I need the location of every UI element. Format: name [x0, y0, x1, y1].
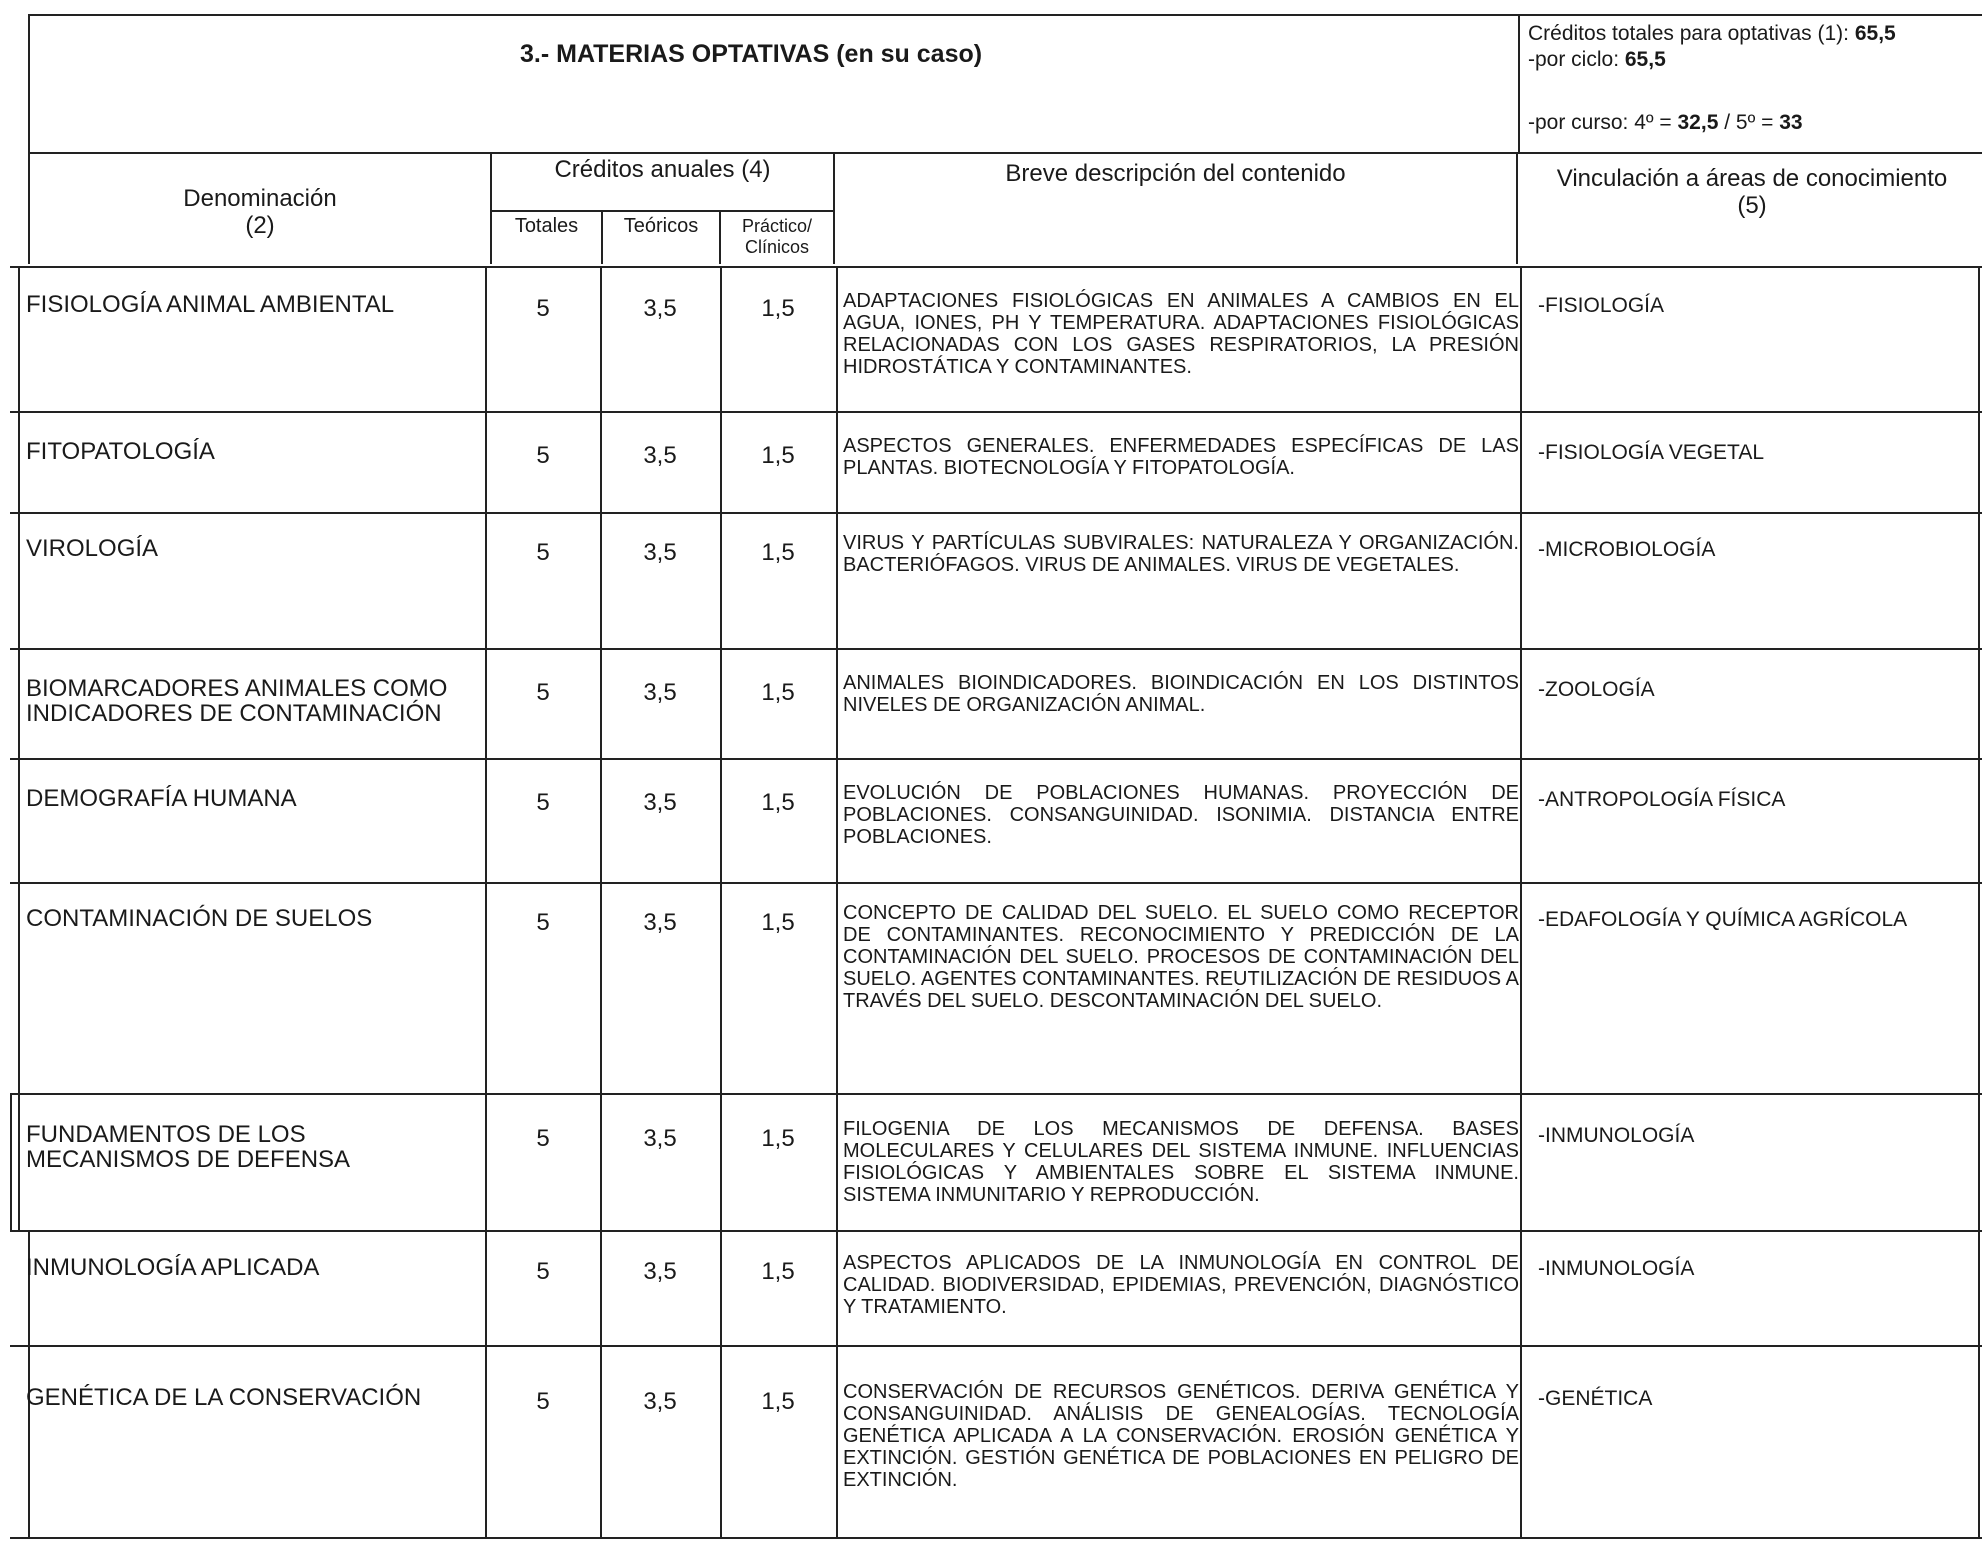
subject-name: FISIOLOGÍA ANIMAL AMBIENTAL [26, 291, 395, 318]
credits-teoricos: 3,5 [643, 1258, 677, 1285]
per-course-5-value: 33 [1779, 111, 1803, 134]
subject-description: EVOLUCIÓN DE POBLACIONES HUMANAS. PROYECCIÓN DE POBLACIONES. CONSANGUINIDAD. ISONIMIA. DISTANCIA ENTRE POBLACIONES. [843, 782, 1519, 848]
col-creditos-label: Créditos anuales [554, 156, 735, 183]
header-bottom-border [28, 152, 1982, 154]
col-practicos [721, 216, 833, 257]
table-bottom-border [10, 1537, 1982, 1539]
header-divider [1518, 14, 1520, 152]
credits-totales: 5 [536, 1388, 550, 1415]
credits-totales: 5 [536, 442, 550, 469]
per-cycle-label: -por ciclo: [1528, 48, 1620, 71]
row-separator [10, 1345, 1982, 1347]
subject-description: ANIMALES BIOINDICADORES. BIOINDICACIÓN EN LOS DISTINTOS NIVELES DE ORGANIZACIÓN ANIMAL. [843, 672, 1519, 716]
credits-subheader-line [490, 210, 833, 212]
subject-name: DEMOGRAFÍA HUMANA [26, 785, 297, 812]
credits-teoricos: 3,5 [643, 295, 677, 322]
col-vinculacion-label: Vinculación a áreas de conocimiento [1556, 165, 1948, 192]
column-divider [836, 266, 838, 1537]
knowledge-area: -ANTROPOLOGÍA FÍSICA [1538, 788, 1786, 811]
credits-practicos: 1,5 [761, 442, 795, 469]
credits-practicos: 1,5 [761, 539, 795, 566]
per-course-label: -por curso: 4º = [1528, 111, 1672, 134]
col-denominacion [30, 186, 490, 240]
credits-totales: 5 [536, 295, 550, 322]
column-divider [485, 266, 487, 1537]
credits-totales: 5 [536, 679, 550, 706]
subject-name: FUNDAMENTOS DE LOS MECANISMOS DE DEFENSA [26, 1121, 351, 1174]
subject-description: CONCEPTO DE CALIDAD DEL SUELO. EL SUELO COMO RECEPTOR DE CONTAMINANTES. RECONOCIMIENTO Y PREDICCIÓN DE LA CONTAMINACIÓN DEL SUELO. PROCESOS DE CONTAMINACIÓN DEL SUELO. AGENTES CONTAMINANTES. REUTILIZACIÓN DE RESIDUOS A TRAVÉS DEL SUELO. DESCONTAMINACIÓN DEL SUELO. [843, 902, 1519, 1012]
column-divider [600, 266, 602, 1537]
column-divider [1978, 266, 1980, 1537]
subject-description: ASPECTOS GENERALES. ENFERMEDADES ESPECÍFICAS DE LAS PLANTAS. BIOTECNOLOGÍA Y FITOPATOLOGÍA. [843, 435, 1519, 479]
col-vinculacion-note: (5) [1737, 191, 1767, 219]
column-divider [1520, 266, 1522, 1537]
knowledge-area: -MICROBIOLOGÍA [1538, 538, 1716, 561]
credits-per-cycle [1528, 47, 1666, 72]
row-separator [10, 882, 1982, 884]
knowledge-area: -EDAFOLOGÍA Y QUÍMICA AGRÍCOLA [1538, 908, 1908, 931]
knowledge-area: -INMUNOLOGÍA [1538, 1124, 1695, 1147]
credits-teoricos: 3,5 [643, 909, 677, 936]
column-divider [18, 266, 20, 1230]
credits-teoricos: 3,5 [643, 1388, 677, 1415]
subject-description: CONSERVACIÓN DE RECURSOS GENÉTICOS. DERIVA GENÉTICA Y CONSANGUINIDAD. ANÁLISIS DE GENEALOGÍAS. TECNOLOGÍA GENÉTICA APLICADA A LA CONSERVACIÓN. EROSIÓN GENÉTICA Y EXTINCIÓN. GESTIÓN GENÉTICA DE POBLACIONES EN PELIGRO DE EXTINCIÓN. [843, 1381, 1519, 1491]
knowledge-area: -FISIOLOGÍA VEGETAL [1538, 441, 1765, 464]
column-divider [720, 266, 722, 1537]
credits-totales: 5 [536, 1125, 550, 1152]
row-separator [10, 1230, 1982, 1232]
subject-description: ASPECTOS APLICADOS DE LA INMUNOLOGÍA EN CONTROL DE CALIDAD. BIODIVERSIDAD, EPIDEMIAS, PREVENCIÓN, DIAGNÓSTICO Y TRATAMIENTO. [843, 1252, 1519, 1318]
knowledge-area: -GENÉTICA [1538, 1387, 1653, 1410]
per-course-separator: / 5º = [1724, 111, 1774, 134]
col-descripcion: Breve descripción del contenido [1005, 160, 1346, 187]
knowledge-area: -INMUNOLOGÍA [1538, 1257, 1695, 1280]
credits-totales: 5 [536, 909, 550, 936]
credits-totales: 5 [536, 1258, 550, 1285]
per-cycle-value: 65,5 [1624, 48, 1666, 71]
credits-teoricos: 3,5 [643, 789, 677, 816]
credits-total [1528, 21, 1896, 46]
credits-per-course [1528, 110, 1803, 135]
credits-practicos: 1,5 [761, 295, 795, 322]
subject-description: ADAPTACIONES FISIOLÓGICAS EN ANIMALES A CAMBIOS EN EL AGUA, IONES, PH Y TEMPERATURA. ADAPTACIONES FISIOLÓGICAS RELACIONADAS CON LOS GASES RESPIRATORIOS, LA PRESIÓN HIDROSTÁTICA Y CONTAMINANTES. [843, 290, 1519, 378]
col-practicos-line1: Práctico/ [741, 216, 813, 236]
knowledge-area: -FISIOLOGÍA [1538, 294, 1665, 317]
credits-practicos: 1,5 [761, 679, 795, 706]
header-left-border [28, 14, 30, 152]
col-creditos [492, 157, 833, 184]
col-practicos-line2: Clínicos [744, 236, 810, 257]
colhead-divider-3 [1516, 152, 1518, 264]
credits-teoricos: 3,5 [643, 539, 677, 566]
section-title: 3.- MATERIAS OPTATIVAS (en su caso) [520, 40, 983, 68]
credits-totales: 5 [536, 539, 550, 566]
subject-name: GENÉTICA DE LA CONSERVACIÓN [26, 1384, 422, 1411]
col-vinculacion [1520, 166, 1984, 220]
credits-practicos: 1,5 [761, 789, 795, 816]
header-top-border [28, 14, 1982, 16]
credits-practicos: 1,5 [761, 1125, 795, 1152]
col-totales: Totales [514, 215, 579, 237]
subject-name: VIROLOGÍA [26, 535, 159, 562]
credits-practicos: 1,5 [761, 909, 795, 936]
col-denominacion-note: (2) [245, 211, 275, 239]
row-separator [10, 512, 1982, 514]
row-separator [10, 266, 1982, 268]
subject-name: FITOPATOLOGÍA [26, 438, 215, 465]
subject-name: BIOMARCADORES ANIMALES COMO INDICADORES DE CONTAMINACIÓN [26, 675, 448, 728]
column-divider [10, 1093, 12, 1230]
credits-practicos: 1,5 [761, 1388, 795, 1415]
col-teoricos: Teóricos [623, 215, 699, 237]
col-creditos-note: (4) [741, 156, 771, 183]
knowledge-area: -ZOOLOGÍA [1538, 678, 1655, 701]
col-denominacion-label: Denominación [183, 185, 337, 212]
row-separator [10, 1093, 1982, 1095]
credits-teoricos: 3,5 [643, 442, 677, 469]
credits-total-label: Créditos totales para optativas (1): [1528, 22, 1849, 45]
row-separator [10, 411, 1982, 413]
credits-total-value: 65,5 [1854, 22, 1896, 45]
subject-description: FILOGENIA DE LOS MECANISMOS DE DEFENSA. BASES MOLECULARES Y CELULARES DEL SISTEMA INMUNE. INFLUENCIAS FISIOLÓGICAS Y AMBIENTALES SOBRE EL SISTEMA INMUNE. SISTEMA INMUNITARIO Y REPRODUCCIÓN. [843, 1118, 1519, 1206]
credits-totales: 5 [536, 789, 550, 816]
per-course-4-value: 32,5 [1677, 111, 1719, 134]
subject-description: VIRUS Y PARTÍCULAS SUBVIRALES: NATURALEZA Y ORGANIZACIÓN. BACTERIÓFAGOS. VIRUS DE ANIMALES. VIRUS DE VEGETALES. [843, 532, 1519, 576]
row-separator [10, 758, 1982, 760]
credits-practicos: 1,5 [761, 1258, 795, 1285]
row-separator [10, 648, 1982, 650]
subject-name: CONTAMINACIÓN DE SUELOS [26, 905, 373, 932]
credits-teoricos: 3,5 [643, 1125, 677, 1152]
subject-name: INMUNOLOGÍA APLICADA [26, 1254, 320, 1281]
credits-teoricos: 3,5 [643, 679, 677, 706]
